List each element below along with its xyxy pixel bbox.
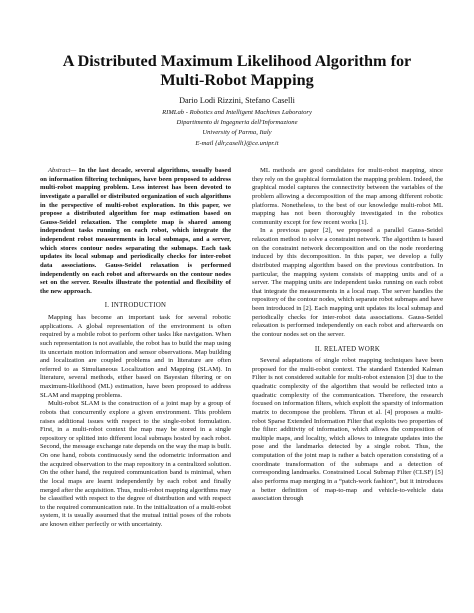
abstract (40, 167, 231, 296)
intro-paragraph-1: Mapping has become an important task for several robotic applications. A global representation of the environment is often required by a mobile robot to perform other tasks like navigation. When such representation is not available, the robot has to build the map using its uncertain motion information and sensor observations. Map building and localization are coupled problems and in literature are often referred to as Simultaneous Localization and Mapping (SLAM). In literature, several methods, either based on Bayesian filtering or on maximum-likelihood (ML) estimation, have been proposed to address SLAM and mapping problems. (40, 314, 231, 399)
affiliation-university: University of Parma, Italy (202, 129, 272, 137)
section-heading-introduction: I. INTRODUCTION (104, 302, 167, 310)
abstract-lead: Abstract— (48, 167, 79, 174)
section-heading-related-work: II. RELATED WORK (314, 345, 381, 353)
abstract-body: In the last decade, several algorithms, usually based on information filtering techniques, have been proposed to address multi-robot mapping problem. Less interest has been devoted to investigate a parallel or distributed organization of such algorithms in the perspective of multi-robot exploration. In this paper, we propose a distributed algorithm for map estimation based on Gauss-Seidel relaxation. The complete map is shared among independent tasks running on each robot, which integrate the independent robot measurements in local submaps, and a server, which stores contour nodes separating the submaps. Each task updates its local submap and periodically checks for inter-robot data associations. Gauss-Seidel relaxation is performed independently on each robot and afterwards on the contour nodes set on the server. Results illustrate the potential and flexibility of the new approach. (40, 167, 231, 295)
paper-title: A Distributed Maximum Likelihood Algorithm for Multi-Robot Mapping (62, 52, 412, 89)
right-column (252, 167, 443, 504)
related-paragraph-1: Several adaptations of single robot mapping techniques have been proposed for the multi-robot context. The standard Extended Kalman Filter is not considered suitable for multi-robot extension [3] due to the quadratic complexity of the algorithm that would be reflected into a quadratic complexity of the communication. Therefore, the research focused on information filters, which exploit the sparsity of information matrix to decompose the problem. Thrun et al. [4] proposes a multi-robot Sparse Extended Information Filter that exploits two properties of the filter: additivity of information, which allows the composition of multiple maps, and locality, which allows to integrate updates into the pose and the landmarks detected by a single robot. Thus, the computation of the joint map is rather a batch operation consisting of a coordinate transformation of the submaps and a detection of corresponding landmarks. Constrained Local Submap Filter (CLSF) [5] also performs map merging in a “patch-work fashion”, but it introduces a better definition of map-to-map and vehicle-to-vehicle data association through (252, 357, 443, 503)
affiliation-department: Dipartimento di Ingegneria dell'Informazione (176, 119, 298, 127)
affiliation-email: E-mail {dlr,caselli}@ce.unipr.it (195, 139, 279, 147)
right-paragraph-2: In a previous paper [2], we proposed a parallel Gauss-Seidel relaxation method to solve a constraint network. The algorithm is based on the constraint network decomposition and on the node reordering induced by this decomposition. In this paper, we develop a fully distributed mapping algorithm based on the previous contribution. In particular, the mapping system consists of mapping units and of a server. The mapping units are independent tasks running on each robot that integrate the measurements in a local map. The server handles the repository of the contour nodes, which separate robot submaps and have been introduced in [2]. Each mapping unit updates its local submap and periodically checks for inter-robot data associations. Gauss-Seidel relaxation is performed independently on each robot and afterwards on the contour nodes set on the server. (252, 227, 443, 338)
affiliation-block (0, 108, 474, 149)
paper-authors: Dario Lodi Rizzini, Stefano Caselli (179, 96, 295, 105)
intro-paragraph-2: Multi-robot SLAM is the construction of a joint map by a group of robots that concurrently explore a given environment. This problem raises additional issues with respect to the single-robot formulation. First, in a multi-robot context the map may be stored in a single repository or splitted into different local submaps hosted by each robot. Second, the message exchange rate depends on the way the map is built. On one hand, robots continuously send the odometric information and the acquired observation to the map repository in a centralized solution. On the other hand, the required communication band is minimal, when the local maps are learnt independently by each robot and finally merged after the acquisition. Thus, multi-robot mapping algorithms may be classified with respect to the degree of distribution and with respect to the required communication rate. In the initialization of a multi-robot system, it is usually assumed that the mutual initial poses of the robots are known either perfectly or with uncertainty. (40, 400, 231, 528)
left-column (40, 167, 231, 530)
affiliation-lab: RIMLab - Robotics and Intelligent Machines Laboratory (162, 109, 312, 116)
right-paragraph-1: ML methods are good candidates for multi-robot mapping, since they rely on the graphical formulation the mapping problem. Indeed, the graphical model captures the connectivity between the variables of the problem allowing a decomposition of the map among different robotic platforms. Nonetheless, to the best of our knowledge multi-robot ML mapping has not been thoroughly investigated in the robotics community except for few recent works [1]. (252, 167, 443, 226)
